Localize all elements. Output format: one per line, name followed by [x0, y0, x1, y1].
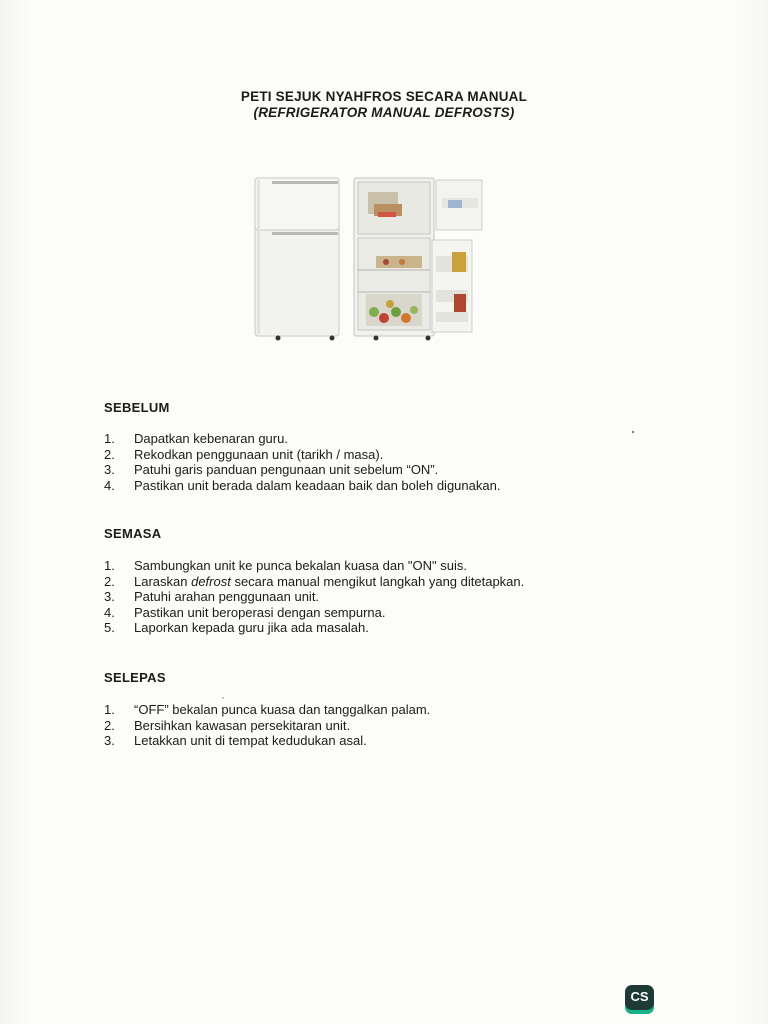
list-item	[104, 574, 524, 590]
list-item	[104, 702, 430, 718]
closed-fridge-image	[255, 178, 339, 341]
list-item-number: 4.	[104, 477, 115, 493]
camscanner-badge-icon[interactable]: CS	[625, 985, 654, 1014]
section-heading-selepas: SELEPAS	[104, 670, 166, 685]
sebelum-steps-list	[104, 431, 500, 493]
list-item-text: Sambungkan unit ke punca bekalan kuasa dan "ON" suis.	[134, 558, 467, 573]
list-item	[104, 462, 500, 478]
list-item-text-pre: Laraskan	[134, 573, 192, 589]
list-item-text: Patuhi arahan penggunaan unit.	[134, 589, 320, 604]
list-item	[104, 605, 524, 621]
section-heading-semasa: SEMASA	[104, 526, 162, 541]
list-item	[104, 431, 500, 447]
section-heading-sebelum: SEBELUM	[104, 400, 170, 415]
list-item-number: 1.	[104, 431, 115, 446]
list-item-number: 2.	[104, 717, 115, 733]
list-item-number: 1.	[104, 702, 115, 717]
list-item-text-emphasis: defrost	[191, 573, 231, 589]
list-item-number: 2.	[104, 573, 115, 589]
open-fridge-image	[354, 178, 482, 341]
list-item	[104, 478, 500, 494]
scan-speck	[632, 431, 634, 433]
list-item-text: Dapatkan kebenaran guru.	[134, 431, 288, 446]
list-item	[104, 620, 524, 636]
list-item-number: 3.	[104, 733, 115, 748]
selepas-steps-list	[104, 702, 430, 749]
list-item-text: Pastikan unit berada dalam keadaan baik dan boleh digunakan.	[134, 477, 501, 493]
list-item-number: 2.	[104, 446, 115, 462]
list-item	[104, 718, 430, 734]
list-item	[104, 558, 524, 574]
list-item-text: Letakkan unit di tempat kedudukan asal.	[134, 733, 367, 748]
list-item-number: 3.	[104, 589, 115, 604]
list-item-text: Rekodkan penggunaan unit (tarikh / masa).	[134, 446, 384, 462]
list-item-text: Laporkan kepada guru jika ada masalah.	[134, 620, 369, 635]
list-item	[104, 589, 524, 605]
list-item-text-post: secara manual mengikut langkah yang ditetapkan.	[230, 573, 525, 589]
list-item	[104, 733, 430, 749]
list-item-text: Patuhi garis panduan pengunaan unit sebelum “ON”.	[134, 462, 439, 477]
list-item-number: 3.	[104, 462, 115, 477]
list-item-text: “OFF” bekalan punca kuasa dan tanggalkan palam.	[134, 702, 431, 717]
list-item-number: 1.	[104, 558, 115, 573]
semasa-steps-list	[104, 558, 524, 636]
list-item	[104, 447, 500, 463]
list-item-text: Pastikan unit beroperasi dengan sempurna.	[134, 604, 386, 620]
list-item-number: 5.	[104, 620, 115, 635]
scan-speck	[222, 697, 224, 699]
list-item-number: 4.	[104, 604, 115, 620]
document-title: PETI SEJUK NYAHFROS SECARA MANUAL	[240, 89, 528, 104]
refrigerator-icon	[250, 172, 490, 344]
list-item-text: Bersihkan kawasan persekitaran unit.	[134, 717, 351, 733]
document-subtitle: (REFRIGERATOR MANUAL DEFROSTS)	[253, 105, 515, 120]
